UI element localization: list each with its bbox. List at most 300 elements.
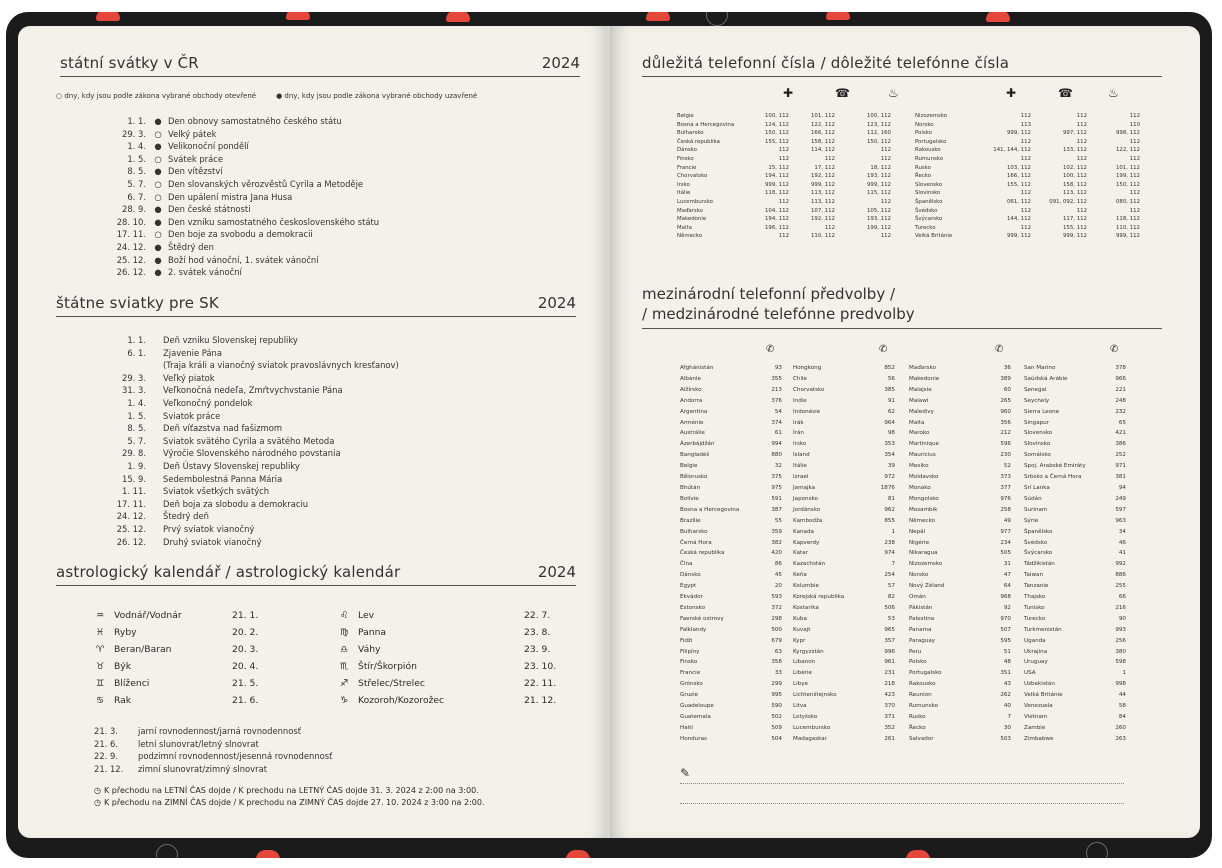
country-name: Vietnam: [1024, 714, 1048, 720]
holiday-row: [110, 216, 379, 229]
dial-code: 86: [774, 561, 782, 568]
emergency-number: 113, 112: [810, 190, 835, 197]
country-name: Turecko: [1024, 615, 1046, 622]
emergency-number: 102, 112: [1062, 164, 1087, 171]
dial-code: 32: [774, 463, 782, 470]
dial-code: 54: [774, 408, 782, 415]
country-name: Polsko: [909, 659, 927, 666]
dial-code: 420: [771, 550, 782, 557]
cz-holidays-title: státní svátky v ČR: [60, 54, 199, 72]
country-name: Norsko: [909, 572, 929, 579]
dial-code: 221: [1115, 386, 1126, 393]
country-name: Bangladéš: [680, 452, 710, 459]
country-name: Chorvatsko: [793, 386, 825, 393]
phone-row: [915, 112, 1140, 121]
dial-code: 57: [887, 583, 895, 590]
dial-code: 385: [884, 386, 895, 393]
dial-code: 382: [771, 539, 782, 546]
holiday-row: [110, 523, 399, 536]
country-name: Nepál: [909, 528, 926, 535]
holiday-name: Štědrý den: [168, 241, 214, 252]
zodiac-name: Blíženci: [114, 678, 150, 689]
season-name: podzimní rovnodennost/jesenná rovnodennosť: [138, 751, 333, 762]
holiday-name: Sviatok všetkých svätých: [163, 486, 270, 497]
country-name: Bulharsko: [677, 130, 704, 137]
dial-code: 596: [1000, 441, 1011, 448]
dial-code: 7: [1007, 714, 1011, 720]
phone-row: [677, 181, 891, 190]
dial-code-row: [1024, 461, 1126, 472]
country-name: Panama: [909, 626, 932, 633]
dial-code: 249: [1115, 495, 1126, 502]
cover-pattern-mark: [96, 12, 120, 21]
country-name: Tádžikistán: [1024, 561, 1055, 568]
holiday-name: Deň víťazstva nad fašizmom: [163, 423, 283, 434]
zodiac-name: Beran/Baran: [114, 644, 172, 655]
zodiac-date: 20. 4.: [232, 661, 259, 672]
country-name: Tanzanie: [1024, 583, 1049, 590]
dial-code-row: [680, 505, 782, 516]
holiday-row: [110, 372, 399, 385]
country-name: Austrálie: [680, 430, 705, 437]
country-name: Rumunsko: [909, 703, 939, 710]
country-name: Malajsie: [909, 386, 932, 393]
emergency-number: 150, 112: [866, 138, 891, 145]
country-name: Srbsko a Černá Hora: [1024, 474, 1082, 481]
country-name: Nikaragua: [909, 550, 938, 557]
holiday-row: [110, 203, 379, 216]
country-name: Ázerbájdžán: [680, 441, 715, 448]
holiday-bullet: ●: [154, 204, 162, 215]
holiday-name: Prvý sviatok vianočný: [163, 523, 255, 534]
dial-code: 977: [1000, 528, 1011, 535]
dial-code: 36: [1003, 365, 1011, 371]
dial-code: 354: [884, 452, 895, 459]
zodiac-icon: ♍: [340, 627, 349, 638]
dial-code: 230: [1000, 452, 1011, 459]
dial-code: 81: [887, 495, 895, 502]
country-name: Slovensko: [915, 181, 943, 188]
country-name: Tunisko: [1024, 604, 1045, 611]
holiday-row: [110, 241, 379, 254]
holiday-date: 29. 3.: [122, 372, 146, 383]
codes-title-line2: / medzinárodné telefónne predvolby: [642, 305, 915, 323]
dst-winter-note: [94, 797, 485, 809]
country-name: Jordánsko: [793, 506, 821, 513]
emergency-number: 115, 112: [866, 190, 891, 197]
phone-row: [915, 198, 1140, 207]
zodiac-date: 23. 9.: [524, 644, 551, 655]
dial-code: 34: [1118, 528, 1126, 535]
dial-code-row: [793, 668, 895, 679]
dial-code: 84: [1118, 714, 1126, 720]
country-name: Albánie: [680, 375, 701, 382]
country-name: Madagaskar: [793, 735, 827, 742]
dial-code-row: [1024, 472, 1126, 483]
dst-summer-text: K přechodu na LETNÍ ČAS dojde / K prechodu na LETNÝ ČAS dojde 31. 3. 2024 z 2:00 na 3:00.: [103, 786, 479, 795]
dial-code-row: [1024, 418, 1126, 429]
dial-code-row: [793, 472, 895, 483]
holiday-date: [110, 359, 146, 372]
cover-pattern-mark: [646, 12, 670, 21]
country-name: Řecko: [909, 724, 926, 731]
cover-pattern-ring: [1086, 842, 1108, 858]
dial-code: 852: [884, 365, 895, 371]
country-name: Seychely: [1024, 397, 1050, 404]
country-name: Švédsko: [1024, 539, 1048, 546]
holiday-row: [110, 384, 399, 397]
zodiac-icon: ♊: [96, 678, 105, 689]
dial-code-row: [793, 581, 895, 592]
emergency-number: 194, 112: [764, 173, 789, 180]
holiday-date: 1. 5.: [127, 153, 146, 164]
dial-code: 356: [1000, 419, 1011, 426]
dial-code-row: [909, 548, 1011, 559]
dial-code: 44: [1118, 692, 1126, 699]
dial-code-row: [793, 418, 895, 429]
holiday-row: [110, 435, 399, 448]
dial-code: 91: [887, 397, 895, 404]
country-name: Finsko: [677, 155, 694, 162]
country-name: Švédsko: [915, 207, 938, 214]
country-name: Kuba: [793, 615, 807, 622]
season-row: [94, 763, 332, 776]
season-list: [94, 725, 332, 775]
country-name: Rumunsko: [915, 155, 944, 162]
zodiac-row: [96, 692, 284, 709]
holiday-row: [110, 228, 379, 241]
holiday-name: Den boje za svobodu a demokracii: [168, 229, 313, 240]
emergency-number: 141, 144, 112: [993, 147, 1031, 154]
note-line: [680, 783, 1124, 784]
dial-code: 593: [771, 594, 782, 601]
emergency-number: 133, 112: [1062, 147, 1087, 154]
holiday-name: Deň boja za slobodu a demokraciu: [163, 498, 309, 509]
dial-code-row: [680, 418, 782, 429]
dial-code: 30: [1003, 724, 1011, 731]
zodiac-name: Váhy: [358, 644, 381, 655]
dial-code-row: [793, 396, 895, 407]
dial-code-row: [909, 636, 1011, 647]
phone-icon: ✆: [995, 344, 1004, 355]
country-name: Haiti: [680, 724, 693, 731]
holiday-name: Den české státnosti: [168, 204, 251, 215]
country-name: Jamajka: [793, 484, 816, 491]
dial-code: 262: [1000, 692, 1011, 699]
cz-legend: [56, 92, 477, 100]
holiday-name: Den vzniku samostatného československého státu: [168, 216, 380, 227]
dial-code: 1: [1122, 670, 1126, 677]
dial-code: 60: [1003, 386, 1011, 393]
holiday-row: [110, 178, 379, 191]
holiday-date: 1. 5.: [127, 410, 146, 421]
emergency-number: 112: [1020, 155, 1031, 162]
dial-code: 234: [1000, 539, 1011, 546]
holiday-name: Deň vzniku Slovenskej republiky: [163, 335, 298, 345]
emergency-number: 158, 112: [810, 138, 835, 145]
dial-code-row: [1024, 374, 1126, 385]
dial-code: 353: [884, 441, 895, 448]
country-name: Nigérie: [909, 539, 930, 546]
emergency-number: 101, 112: [810, 113, 835, 119]
dial-code: 58: [1118, 703, 1126, 710]
dial-code-row: [1024, 450, 1126, 461]
holiday-name: Boží hod vánoční, 1. svátek vánoční: [168, 254, 319, 265]
dial-code: 502: [771, 714, 782, 720]
zodiac-icon: ♑: [340, 695, 349, 706]
emergency-number: 091, 092, 112: [1049, 198, 1087, 205]
country-name: Egypt: [680, 583, 697, 590]
country-name: Honduras: [680, 735, 707, 742]
country-name: Estonsko: [680, 604, 705, 611]
country-name: Island: [793, 452, 810, 459]
dial-code-row: [680, 385, 782, 396]
emergency-number: 112: [824, 155, 835, 162]
dial-code: 504: [771, 735, 782, 742]
phone-row: [677, 155, 891, 164]
dial-code: 597: [1115, 506, 1126, 513]
country-name: Kolumbie: [793, 583, 819, 590]
holiday-row: [110, 347, 399, 360]
holiday-row: [110, 485, 399, 498]
dial-code: 992: [1115, 561, 1126, 568]
emergency-number: 122, 112: [1115, 147, 1140, 154]
holiday-row: [110, 128, 379, 141]
holiday-bullet: ●: [154, 166, 162, 177]
emergency-number: 112: [1129, 190, 1140, 197]
country-name: Guatemala: [680, 714, 711, 720]
dial-code: 358: [771, 659, 782, 666]
phone-table-left: [677, 112, 891, 241]
dial-code: 258: [1000, 506, 1011, 513]
dial-code-row: [1024, 723, 1126, 734]
dial-code-row: [909, 505, 1011, 516]
dial-code-row: [909, 723, 1011, 734]
emergency-number: 155, 112: [764, 138, 789, 145]
country-name: Kypr: [793, 637, 806, 644]
dial-code-row: [1024, 734, 1126, 745]
dial-code: 40: [1003, 703, 1011, 710]
holiday-date: 24. 12.: [116, 241, 146, 252]
phone-row: [677, 207, 891, 216]
holiday-date: 29. 8.: [122, 448, 146, 459]
emergency-number: 118, 112: [764, 190, 789, 197]
country-name: Gruzie: [680, 692, 699, 699]
dial-code-row: [680, 679, 782, 690]
country-name: Falklandy: [680, 626, 707, 633]
country-name: Súdán: [1024, 495, 1042, 502]
emergency-number: 100, 112: [764, 113, 789, 119]
country-name: Surinam: [1024, 506, 1048, 513]
holiday-date: 29. 3.: [122, 128, 146, 139]
country-name: Švýcarsko: [1024, 550, 1053, 557]
codes-column-3: [909, 363, 1011, 745]
holiday-date: 25. 12.: [116, 254, 146, 265]
country-name: Afghánistán: [680, 365, 714, 371]
zodiac-icon: ♏: [340, 661, 349, 672]
holiday-bullet: ●: [154, 267, 162, 278]
emergency-number: 15, 112: [768, 164, 789, 171]
country-name: Řecko: [915, 173, 932, 180]
dial-code-row: [680, 614, 782, 625]
dial-code-row: [909, 450, 1011, 461]
holiday-row: [110, 498, 399, 511]
dial-code-row: [1024, 679, 1126, 690]
zodiac-icon: ♐: [340, 678, 349, 689]
holiday-name: Veľkonočný pondelok: [163, 397, 253, 408]
holiday-date: 1. 1.: [127, 116, 146, 126]
astro-signs-left: [96, 607, 284, 709]
sk-holidays-title: štátne sviatky pre SK: [56, 294, 219, 312]
country-name: Nový Zéland: [909, 583, 945, 590]
dial-code-row: [793, 385, 895, 396]
dial-code-row: [680, 723, 782, 734]
dial-code-row: [680, 712, 782, 723]
dial-code-row: [909, 363, 1011, 374]
country-name: Martinique: [909, 441, 939, 448]
country-name: Moldavsko: [909, 474, 939, 481]
holiday-name: Druhý sviatok vianočný: [163, 536, 262, 547]
dial-code: 62: [887, 408, 895, 415]
holiday-date: 1. 1.: [127, 335, 146, 345]
zodiac-row: [96, 607, 284, 624]
emergency-number: 150, 112: [764, 130, 789, 137]
phone-icon: ✆: [766, 344, 775, 355]
dial-code: 998: [1115, 681, 1126, 688]
season-date: 21. 3.: [94, 726, 118, 736]
emergency-number: 107, 112: [810, 207, 835, 214]
holiday-date: 5. 7.: [127, 178, 146, 189]
dial-code-row: [680, 625, 782, 636]
zodiac-date: 21. 5.: [232, 678, 259, 689]
dial-code: 231: [884, 670, 895, 677]
holiday-name: Den obnovy samostatného českého státu: [168, 116, 342, 126]
dial-code: 423: [884, 692, 895, 699]
emergency-number: 193, 112: [866, 173, 891, 180]
country-name: Finsko: [680, 659, 698, 666]
dial-code-row: [793, 428, 895, 439]
dial-code: 961: [884, 659, 895, 666]
country-name: Guadeloupe: [680, 703, 714, 710]
country-name: Maďarsko: [909, 365, 936, 371]
cover-pattern-mark: [986, 12, 1010, 22]
country-name: Kanada: [793, 528, 814, 535]
dial-code: 213: [771, 386, 782, 393]
dial-code-row: [909, 516, 1011, 527]
holiday-date: 15. 9.: [122, 473, 146, 484]
holiday-row: [110, 266, 379, 279]
dial-code: 232: [1115, 408, 1126, 415]
dial-code: 996: [884, 648, 895, 655]
ambulance-icon: ✚: [783, 86, 794, 100]
dial-code: 855: [884, 517, 895, 524]
dial-code-row: [1024, 603, 1126, 614]
zodiac-row: [96, 675, 284, 692]
dial-code-row: [1024, 647, 1126, 658]
dial-code-row: [1024, 559, 1126, 570]
dial-code: 56: [887, 375, 895, 382]
dst-notes: [94, 785, 485, 809]
dial-code-row: [909, 657, 1011, 668]
dial-code: 373: [1000, 474, 1011, 481]
holiday-row: [110, 447, 399, 460]
dial-code-row: [793, 516, 895, 527]
holiday-bullet: ○: [154, 191, 162, 202]
country-name: Argentina: [680, 408, 708, 415]
holiday-date: 25. 12.: [116, 523, 146, 534]
phones-header: [642, 54, 1162, 77]
dial-code-row: [1024, 439, 1126, 450]
dial-code: 248: [1115, 397, 1126, 404]
dial-code: 355: [771, 375, 782, 382]
country-name: Hongkong: [793, 365, 822, 371]
holiday-bullet: ●: [154, 254, 162, 265]
cz-holiday-list: [110, 115, 379, 279]
country-name: Slovinsko: [915, 190, 941, 197]
holiday-name: Veľký piatok: [163, 372, 215, 383]
dial-code-row: [909, 428, 1011, 439]
dial-code: 1: [891, 528, 895, 535]
country-name: Írán: [793, 430, 804, 437]
dial-code: 218: [884, 681, 895, 688]
dial-code-row: [793, 690, 895, 701]
holiday-bullet: ●: [154, 141, 162, 152]
emergency-number: 17, 112: [814, 164, 835, 171]
emergency-number: 112: [880, 233, 891, 240]
country-name: Rakousko: [909, 681, 936, 688]
phone-row: [915, 181, 1140, 190]
holiday-row: [110, 397, 399, 410]
dial-code-row: [1024, 538, 1126, 549]
dial-code: 506: [884, 604, 895, 611]
dial-code: 963: [1115, 517, 1126, 524]
dial-code-row: [909, 668, 1011, 679]
emergency-number: 112: [1020, 224, 1031, 231]
emergency-number: 113, 112: [810, 198, 835, 205]
dial-code-row: [1024, 385, 1126, 396]
holiday-name: Velikonoční pondělí: [168, 141, 249, 152]
dial-code-row: [793, 701, 895, 712]
country-name: Portugalsko: [909, 670, 942, 677]
dial-code-row: [909, 614, 1011, 625]
country-name: Dánsko: [677, 147, 697, 154]
dst-winter-text: K přechodu na ZIMNÍ ČAS dojde / K prechodu na ZIMNÝ ČAS dojde 27. 10. 2024 z 3:00 na 2:00.: [103, 798, 485, 807]
dial-code: 212: [1000, 430, 1011, 437]
dial-code: 507: [1000, 626, 1011, 633]
season-row: [94, 750, 332, 763]
country-name: Senegal: [1024, 386, 1047, 393]
country-name: Palestina: [909, 615, 935, 622]
dial-code-row: [680, 690, 782, 701]
season-date: 21. 12.: [94, 763, 124, 774]
emergency-number: 110, 112: [1115, 224, 1140, 231]
dial-code: 94: [1118, 484, 1126, 491]
fire-icon: ♨: [1108, 86, 1119, 100]
dial-code: 371: [884, 714, 895, 720]
zodiac-name: Panna: [358, 627, 387, 638]
emergency-number: 118, 112: [1115, 216, 1140, 223]
book-gutter: [606, 26, 610, 838]
dial-code-row: [793, 548, 895, 559]
season-name: letní slunovrat/letný slnovrat: [138, 738, 259, 749]
emergency-number: 192, 112: [810, 216, 835, 223]
country-name: Maroko: [909, 430, 930, 437]
emergency-number: 080, 112: [1115, 198, 1140, 205]
dial-code: 65: [1118, 419, 1126, 426]
dial-code-row: [909, 538, 1011, 549]
dial-code: 500: [771, 626, 782, 633]
country-name: Makedonie: [677, 216, 707, 223]
